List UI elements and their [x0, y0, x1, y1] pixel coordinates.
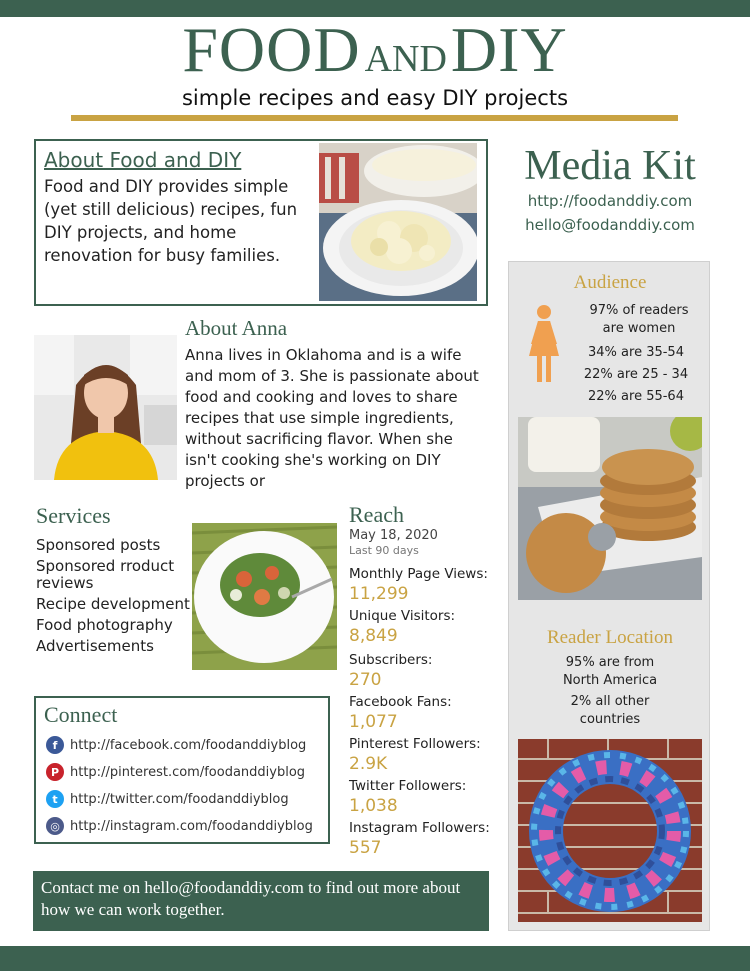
- stat-value: 270: [349, 670, 382, 690]
- service-item: Sponsored posts: [36, 536, 161, 554]
- about-text: Food and DIY provides simple (yet still delicious) recipes, fun DIY projects, and home renovation for busy families.: [44, 177, 298, 265]
- contact-banner: Contact me on hello@foodanddiy.com to find out more about how we can work together.: [33, 871, 489, 931]
- stat-value: 1,038: [349, 796, 398, 816]
- anna-photo: [34, 335, 177, 480]
- audience-age-2: 22% are 25 - 34: [583, 367, 689, 382]
- media-kit-title: Media Kit: [524, 143, 696, 189]
- services-title: Services: [36, 503, 111, 528]
- tagline: simple recipes and easy DIY projects: [181, 86, 569, 110]
- service-item: Sponsored rroduct reviews: [36, 557, 175, 592]
- anna-title: About Anna: [185, 316, 288, 340]
- social-link-twitter[interactable]: [46, 789, 289, 809]
- stat-value: 11,299: [349, 584, 409, 604]
- top-bar: [0, 0, 750, 17]
- pinterest-icon: P: [46, 763, 64, 781]
- social-link-pinterest[interactable]: [46, 762, 305, 782]
- reach-period: Last 90 days: [349, 544, 419, 557]
- mashed-potatoes-photo: [319, 143, 477, 301]
- service-item: Recipe development: [36, 595, 190, 613]
- woman-icon: [527, 304, 561, 384]
- stat-label: Twitter Followers:: [349, 778, 467, 794]
- audience-age-1: 34% are 35-54: [588, 345, 684, 360]
- services-list: [36, 537, 191, 659]
- about-box: [34, 139, 488, 306]
- reach-title: Reach: [349, 502, 404, 527]
- about-title: About Food and DIY: [44, 148, 242, 172]
- service-item: Food photography: [36, 616, 173, 634]
- twitter-icon: t: [46, 790, 64, 808]
- stat-value: 8,849: [349, 626, 398, 646]
- brand-word-and: AND: [364, 38, 447, 80]
- social-url[interactable]: http://pinterest.com/foodanddiyblog: [70, 764, 306, 780]
- reach-date: May 18, 2020: [349, 528, 438, 543]
- social-link-facebook[interactable]: [46, 735, 306, 755]
- brand-logo: [0, 14, 750, 85]
- audience-women: 97% of readers are women: [589, 303, 689, 336]
- anna-bio: Anna lives in Oklahoma and is a wife and mom of 3. She is passionate about food and cooking and loves to share recipes that use simple ingredients, without sacrificing flavor. When she isn't cooking she's working on DIY projects or: [185, 346, 479, 490]
- instagram-icon: ◎: [46, 817, 64, 835]
- stat-label: Instagram Followers:: [349, 820, 490, 836]
- stats-panel: [508, 261, 710, 931]
- stat-value: 2.9K: [349, 754, 388, 774]
- stat-label: Unique Visitors:: [349, 608, 456, 624]
- wreath-photo: [518, 739, 702, 922]
- stat-label: Pinterest Followers:: [349, 736, 481, 752]
- service-item: Advertisements: [36, 637, 154, 655]
- stat-label: Subscribers:: [349, 652, 433, 668]
- facebook-icon: f: [46, 736, 64, 754]
- brand-word-food: FOOD: [182, 14, 361, 85]
- audience-age-3: 22% are 55-64: [588, 389, 684, 404]
- stat-value: 1,077: [349, 712, 398, 732]
- brand-word-diy: DIY: [450, 14, 568, 85]
- salad-photo: [192, 523, 337, 670]
- audience-heading: Audience: [573, 272, 647, 293]
- stat-value: 557: [349, 838, 382, 858]
- social-link-instagram[interactable]: [46, 816, 313, 836]
- social-url[interactable]: http://twitter.com/foodanddiyblog: [70, 791, 289, 807]
- social-url[interactable]: http://instagram.com/foodanddiyblog: [70, 818, 313, 834]
- bottom-bar: [0, 946, 750, 971]
- connect-title: Connect: [44, 702, 118, 727]
- connect-box: [34, 696, 330, 844]
- stat-label: Facebook Fans:: [349, 694, 452, 710]
- social-url[interactable]: http://facebook.com/foodanddiyblog: [70, 737, 307, 753]
- reader-location-heading: Reader Location: [546, 627, 674, 648]
- cookies-photo: [518, 417, 702, 600]
- website-link[interactable]: http://foodanddiy.com: [527, 192, 693, 210]
- gold-divider: [71, 115, 678, 121]
- stat-label: Monthly Page Views:: [349, 566, 488, 582]
- location-other: 2% all other countries: [570, 694, 650, 727]
- location-north-america: 95% are from North America: [562, 655, 658, 688]
- email-link[interactable]: hello@foodanddiy.com: [525, 216, 695, 234]
